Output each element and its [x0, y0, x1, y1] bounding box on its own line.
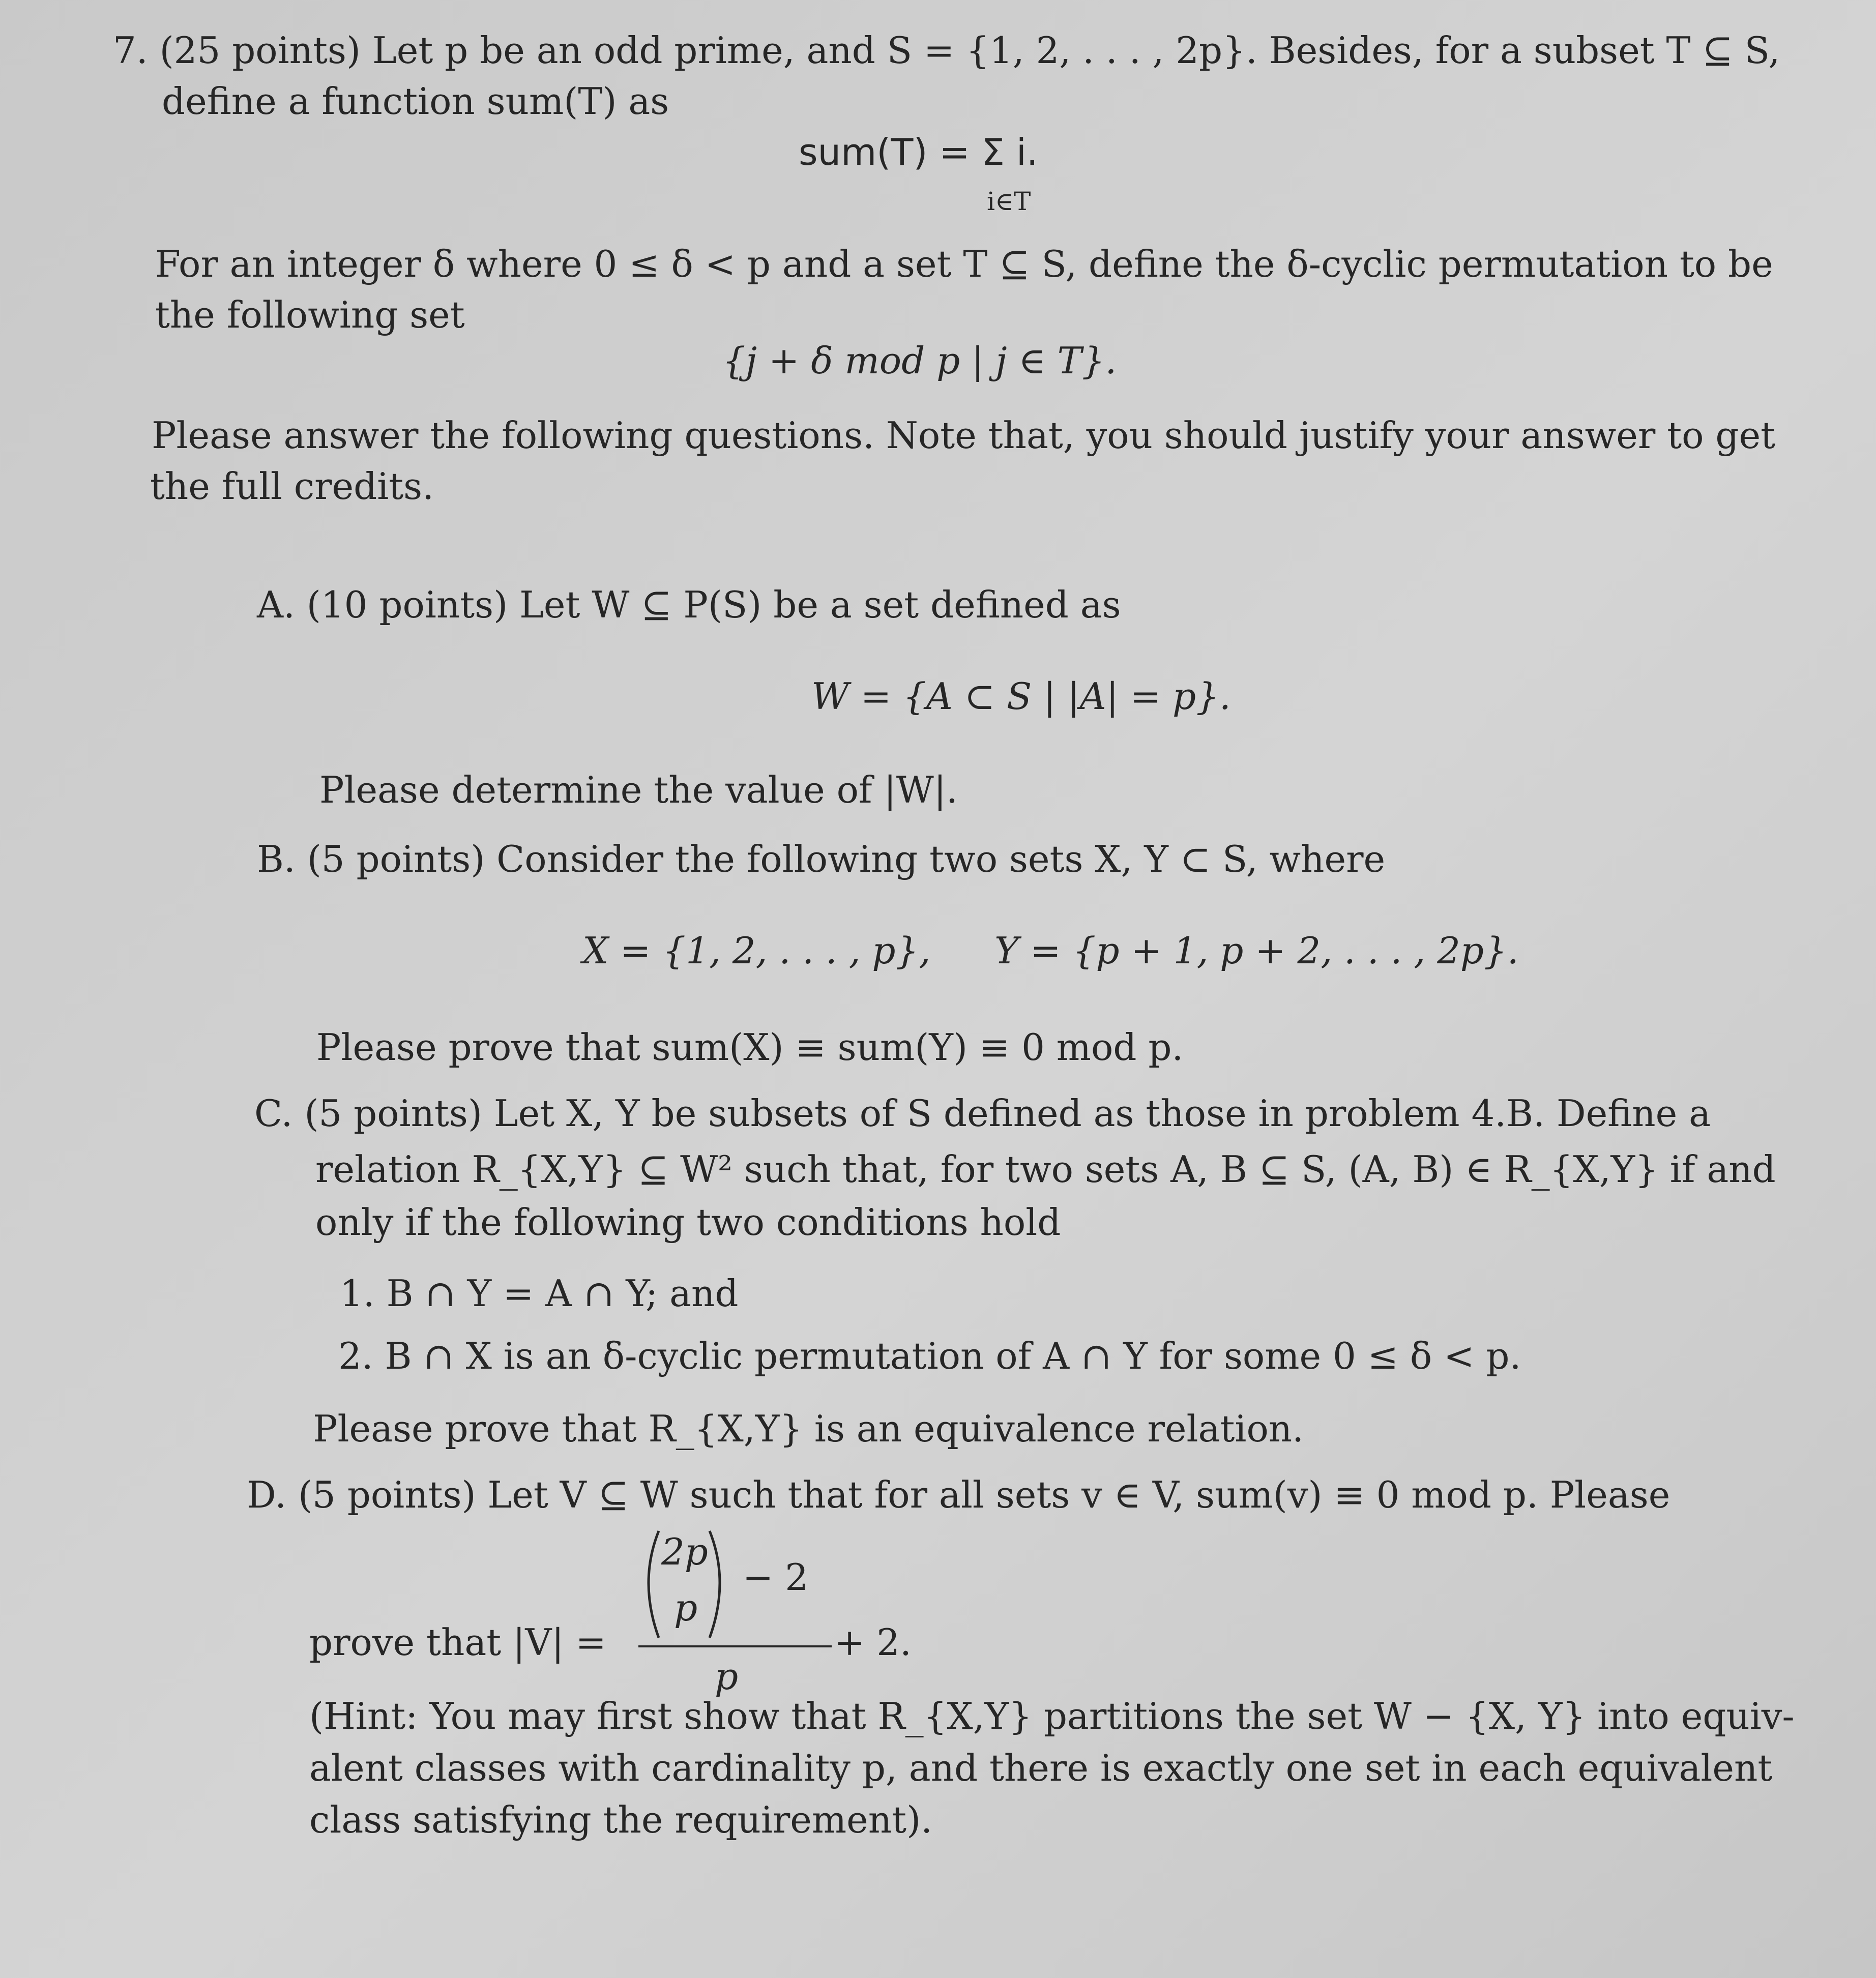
fraction-denominator: p	[715, 1655, 739, 1698]
problem-points: (25 points)	[159, 29, 361, 72]
part-a-text: (10 points) Let W ⊆ P(S) be a set defined as	[306, 583, 1121, 626]
part-c-line-3: only if the following two conditions hold	[315, 1201, 1061, 1244]
part-d-text: (5 points) Let V ⊆ W such that for all sets v ∈ V, sum(v) ≡ 0 mod p. Please	[298, 1473, 1670, 1516]
part-d-plus-two: + 2.	[834, 1621, 912, 1664]
part-c-condition-1: 1. B ∩ Y = A ∩ Y; and	[340, 1272, 739, 1315]
part-b-formula-x: X = {1, 2, . . . , p},	[582, 929, 931, 972]
part-b-line-1	[257, 838, 1385, 880]
part-d-line-1	[247, 1474, 1670, 1516]
part-c-label: C.	[254, 1092, 293, 1135]
hint-line-2: alent classes with cardinality p, and there is exactly one set in each equivalent	[309, 1747, 1773, 1789]
binom-bottom: p	[674, 1586, 698, 1629]
part-c-line-4: Please prove that R_{X,Y} is an equivalence relation.	[313, 1407, 1304, 1450]
problem-intro-text: Let p be an odd prime, and S = {1, 2, . . . , 2p}. Besides, for a subset T ⊆ S,	[372, 29, 1780, 72]
hint-line-1: (Hint: You may first show that R_{X,Y} partitions the set W − {X, Y} into equiv-	[309, 1695, 1795, 1737]
part-b-line-2: Please prove that sum(X) ≡ sum(Y) ≡ 0 mod p.	[316, 1026, 1184, 1069]
minus-two: − 2	[743, 1556, 809, 1599]
part-c-line-2: relation R_{X,Y} ⊆ W² such that, for two sets A, B ⊆ S, (A, B) ∈ R_{X,Y} if and	[315, 1148, 1776, 1191]
part-a-formula: W = {A ⊂ S | |A| = p}.	[811, 675, 1231, 718]
binom-top: 2p	[661, 1530, 708, 1573]
sum-formula: sum(T) = Σ i.	[799, 131, 1038, 173]
part-d-label: D.	[247, 1473, 287, 1516]
part-d-prove-text: prove that |V| =	[309, 1621, 606, 1664]
part-d-fraction	[638, 1521, 842, 1704]
part-a-line-2: Please determine the value of |W|.	[319, 769, 958, 811]
problem-intro-line-1	[113, 29, 1780, 72]
part-c-line-1	[254, 1093, 1711, 1135]
part-b-text: (5 points) Consider the following two sets X, Y ⊂ S, where	[307, 838, 1386, 880]
sum-formula-subscript: i∈T	[987, 187, 1031, 216]
instructions-line-1: Please answer the following questions. Note that, you should justify your answer to get	[152, 414, 1776, 457]
part-b-label: B.	[257, 838, 296, 880]
problem-intro-line-2: define a function sum(T) as	[162, 80, 669, 123]
fraction-bar	[638, 1645, 832, 1647]
part-a-label: A.	[257, 583, 295, 626]
delta-definition-line-2: the following set	[155, 293, 465, 336]
hint-line-3: class satisfying the requirement).	[309, 1798, 933, 1841]
part-c-condition-2: 2. B ∩ X is an δ-cyclic permutation of A ∩ Y for some 0 ≤ δ < p.	[338, 1335, 1521, 1377]
problem-number: 7.	[113, 29, 148, 72]
part-a-line-1	[257, 584, 1121, 626]
delta-definition-line-1: For an integer δ where 0 ≤ δ < p and a set T ⊆ S, define the δ-cyclic permutation to be	[155, 243, 1773, 285]
part-c-text: (5 points) Let X, Y be subsets of S defined as those in problem 4.B. Define a	[304, 1092, 1711, 1135]
instructions-line-2: the full credits.	[150, 465, 434, 508]
part-b-formula-y: Y = {p + 1, p + 2, . . . , 2p}.	[994, 929, 1519, 972]
delta-permutation-formula: {j + δ mod p | j ∈ T}.	[722, 339, 1117, 382]
